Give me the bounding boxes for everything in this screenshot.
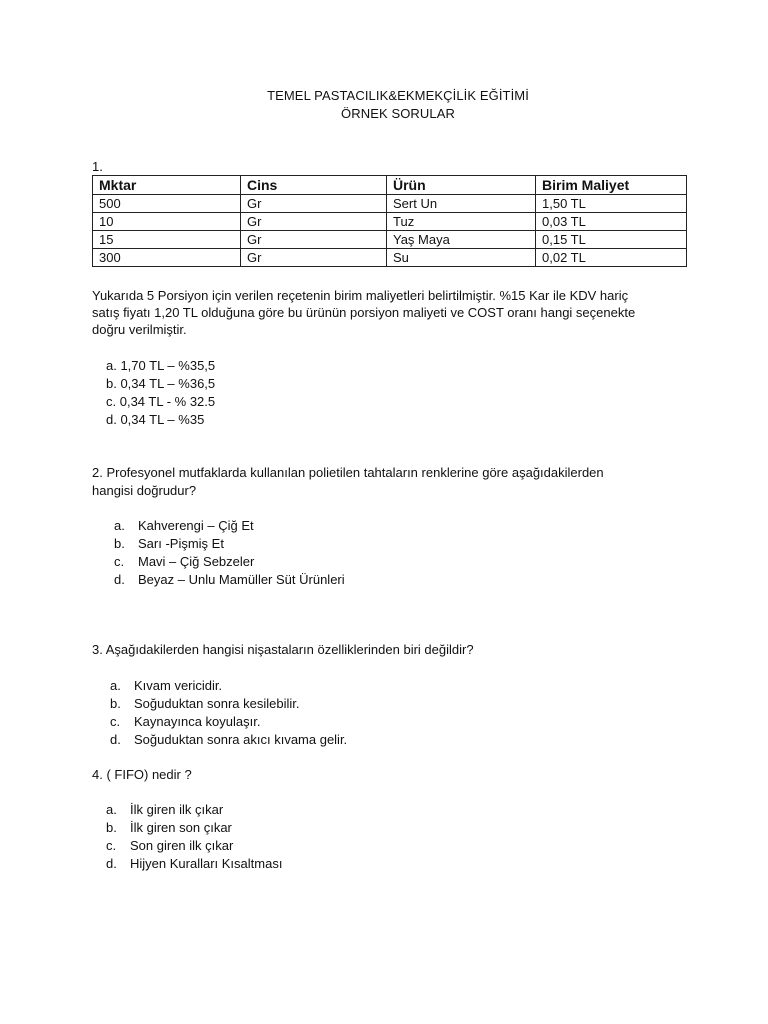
question-3-option-d-letter: d.	[110, 732, 121, 747]
question-4-option-a-letter: a.	[106, 802, 117, 817]
question-2-option-a: Kahverengi – Çiğ Et	[138, 518, 254, 533]
question-2-option-a-letter: a.	[114, 518, 125, 533]
table-row	[93, 231, 687, 249]
table-cell: Gr	[241, 195, 387, 213]
question-4-text-line: 4. ( FIFO) nedir ?	[92, 767, 192, 782]
table-cell: 0,02 TL	[536, 249, 687, 267]
question-3-option-b: Soğuduktan sonra kesilebilir.	[134, 696, 300, 711]
table-header-row	[93, 176, 687, 195]
table-cell: Gr	[241, 231, 387, 249]
question-4-option-d: Hijyen Kuralları Kısaltması	[130, 856, 283, 871]
table-cell: 300	[93, 249, 241, 267]
question-3-option-a-letter: a.	[110, 678, 121, 693]
table-cell: 0,03 TL	[536, 213, 687, 231]
recipe-cost-table	[92, 175, 687, 267]
question-4-option-c-letter: c.	[106, 838, 117, 853]
table-row	[93, 195, 687, 213]
table-header-cell: Mktar	[93, 176, 241, 195]
question-3-option-c: Kaynayınca koyulaşır.	[134, 714, 261, 729]
table-row	[93, 213, 687, 231]
table-cell: Yaş Maya	[387, 231, 536, 249]
question-1-option-b: b. 0,34 TL – %36,5	[106, 376, 216, 391]
question-2-option-d-letter: d.	[114, 572, 125, 587]
question-4-option-b: İlk giren son çıkar	[130, 820, 232, 835]
document-subtitle: ÖRNEK SORULAR	[341, 106, 455, 121]
table-cell: Gr	[241, 249, 387, 267]
question-3-option-c-letter: c.	[110, 714, 121, 729]
table-header-cell: Birim Maliyet	[536, 176, 687, 195]
table-cell: 15	[93, 231, 241, 249]
question-3-option-b-letter: b.	[110, 696, 121, 711]
question-1-option-a: a. 1,70 TL – %35,5	[106, 358, 216, 373]
question-4-option-c: Son giren ilk çıkar	[130, 838, 234, 853]
question-1-number: 1.	[92, 159, 103, 174]
table-header-cell: Cins	[241, 176, 387, 195]
question-1-text-line: satış fiyatı 1,20 TL olduğuna göre bu ürünün porsiyon maliyeti ve COST oranı hangi seçenekte	[92, 305, 636, 320]
question-4-option-a: İlk giren ilk çıkar	[130, 802, 224, 817]
table-cell: Gr	[241, 213, 387, 231]
question-4-option-b-letter: b.	[106, 820, 117, 835]
table-cell: Su	[387, 249, 536, 267]
table-row	[93, 249, 687, 267]
question-3-option-d: Soğuduktan sonra akıcı kıvama gelir.	[134, 732, 348, 747]
question-2-text-line: 2. Profesyonel mutfaklarda kullanılan polietilen tahtaların renklerine göre aşağıdakilerden	[92, 465, 604, 480]
question-1-option-d: d. 0,34 TL – %35	[106, 412, 205, 427]
table-header-cell: Ürün	[387, 176, 536, 195]
question-1-option-c: c. 0,34 TL - % 32.5	[106, 394, 216, 409]
question-2-option-c: Mavi – Çiğ Sebzeler	[138, 554, 255, 569]
table-cell: 0,15 TL	[536, 231, 687, 249]
table-cell: 1,50 TL	[536, 195, 687, 213]
table-cell: 500	[93, 195, 241, 213]
question-2-option-b: Sarı -Pişmiş Et	[138, 536, 224, 551]
table-cell: Tuz	[387, 213, 536, 231]
question-1-text-line: doğru verilmiştir.	[92, 322, 187, 337]
question-3-option-a: Kıvam vericidir.	[134, 678, 223, 693]
question-2-text-line: hangisi doğrudur?	[92, 483, 197, 498]
question-3-text-line: 3. Aşağıdakilerden hangisi nişastaların özelliklerinden biri değildir?	[92, 642, 474, 657]
question-4-option-d-letter: d.	[106, 856, 117, 871]
document-title: TEMEL PASTACILIK&EKMEKÇİLİK EĞİTİMİ	[267, 88, 529, 103]
question-2-option-b-letter: b.	[114, 536, 125, 551]
question-2-option-c-letter: c.	[114, 554, 125, 569]
table-cell: 10	[93, 213, 241, 231]
question-2-option-d: Beyaz – Unlu Mamüller Süt Ürünleri	[138, 572, 345, 587]
table-cell: Sert Un	[387, 195, 536, 213]
question-1-text-line: Yukarıda 5 Porsiyon için verilen reçetenin birim maliyetleri belirtilmiştir. %15 Kar ile KDV hariç	[92, 288, 629, 303]
